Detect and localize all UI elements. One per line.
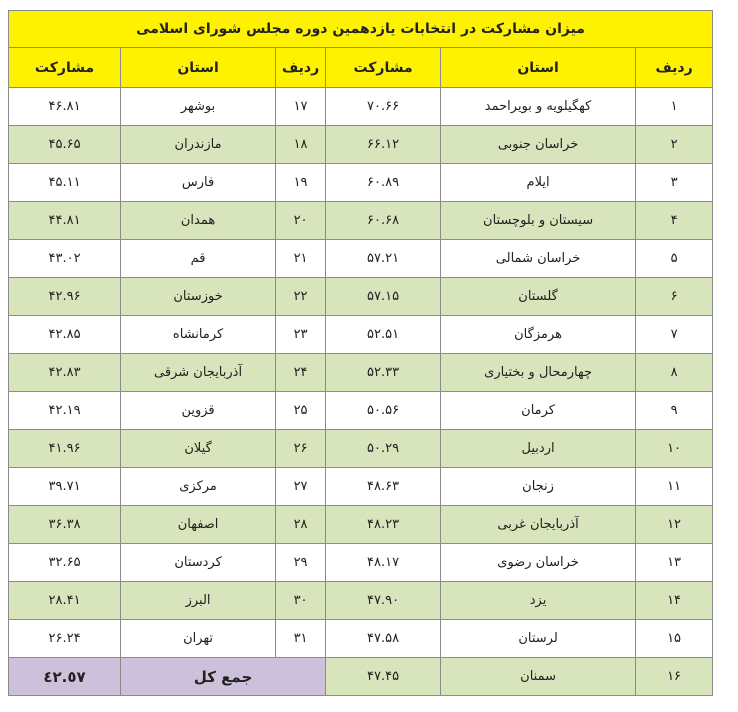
- table-row: [9, 316, 713, 354]
- province-name: خوزستان: [121, 278, 276, 316]
- row-number: ۲۶: [276, 430, 326, 468]
- province-name: آذربایجان غربی: [441, 506, 636, 544]
- participation-value: ۵۰.۲۹: [326, 430, 441, 468]
- province-name: البرز: [121, 582, 276, 620]
- province-name: بوشهر: [121, 88, 276, 126]
- table-row: [9, 468, 713, 506]
- table-row: [9, 164, 713, 202]
- province-name: یزد: [441, 582, 636, 620]
- row-number: ۷: [636, 316, 713, 354]
- participation-value: ۴۲.۸۳: [9, 354, 121, 392]
- province-name: قزوین: [121, 392, 276, 430]
- participation-value: ۳۹.۷۱: [9, 468, 121, 506]
- row-number: ۱۳: [636, 544, 713, 582]
- province-name: لرستان: [441, 620, 636, 658]
- province-name: ایلام: [441, 164, 636, 202]
- province-name: کرمان: [441, 392, 636, 430]
- table-row: [9, 506, 713, 544]
- participation-value: ۵۰.۵۶: [326, 392, 441, 430]
- participation-value: ۴۲.۸۵: [9, 316, 121, 354]
- table-title: میزان مشارکت در انتخابات یازدهمین دوره مجلس شورای اسلامی: [9, 11, 713, 48]
- province-name: گیلان: [121, 430, 276, 468]
- table-row: [9, 544, 713, 582]
- row-number: ۱۲: [636, 506, 713, 544]
- participation-value: ۴۵.۶۵: [9, 126, 121, 164]
- participation-value: ۴۴.۸۱: [9, 202, 121, 240]
- table-row: [9, 126, 713, 164]
- participation-value: ۴۸.۶۳: [326, 468, 441, 506]
- header-province: استان: [441, 48, 636, 88]
- participation-value: ۴۷.۵۸: [326, 620, 441, 658]
- province-name: مرکزی: [121, 468, 276, 506]
- province-name: اردبیل: [441, 430, 636, 468]
- row-number: ۲۳: [276, 316, 326, 354]
- participation-value: ۴۷.۴۵: [326, 658, 441, 696]
- participation-value: ۴۱.۹۶: [9, 430, 121, 468]
- participation-value: ۵۲.۳۳: [326, 354, 441, 392]
- participation-value: ۴۲.۱۹: [9, 392, 121, 430]
- province-name: همدان: [121, 202, 276, 240]
- row-number: ۸: [636, 354, 713, 392]
- row-number: ۱۷: [276, 88, 326, 126]
- row-number: ۲۱: [276, 240, 326, 278]
- row-number: ۲۵: [276, 392, 326, 430]
- row-number: ۱۹: [276, 164, 326, 202]
- row-number: ۹: [636, 392, 713, 430]
- participation-value: ۷۰.۶۶: [326, 88, 441, 126]
- province-name: خراسان رضوی: [441, 544, 636, 582]
- province-name: قم: [121, 240, 276, 278]
- province-name: مازندران: [121, 126, 276, 164]
- participation-value: ۶۰.۸۹: [326, 164, 441, 202]
- participation-value: ۵۷.۱۵: [326, 278, 441, 316]
- participation-value: ۵۲.۵۱: [326, 316, 441, 354]
- province-name: تهران: [121, 620, 276, 658]
- row-number: ۱۵: [636, 620, 713, 658]
- participation-value: ۶۰.۶۸: [326, 202, 441, 240]
- province-name: کرمانشاه: [121, 316, 276, 354]
- province-name: هرمزگان: [441, 316, 636, 354]
- row-number: ۲۲: [276, 278, 326, 316]
- table-row: [9, 240, 713, 278]
- row-number: ۳۱: [276, 620, 326, 658]
- province-name: کهگیلویه و بویراحمد: [441, 88, 636, 126]
- province-name: آذربایجان شرقی: [121, 354, 276, 392]
- row-number: ۳: [636, 164, 713, 202]
- table-row: [9, 582, 713, 620]
- row-number: ۲۴: [276, 354, 326, 392]
- total-value: ٤٢.٥٧: [9, 658, 121, 696]
- province-name: سمنان: [441, 658, 636, 696]
- row-number: ۱۶: [636, 658, 713, 696]
- participation-table: [8, 10, 713, 696]
- header-participation: مشارکت: [9, 48, 121, 88]
- participation-value: ۴۶.۸۱: [9, 88, 121, 126]
- row-number: ۳۰: [276, 582, 326, 620]
- total-label: جمع کل: [121, 658, 326, 696]
- table-row: [9, 88, 713, 126]
- table-row: [9, 202, 713, 240]
- participation-value: ۲۶.۲۴: [9, 620, 121, 658]
- table-row: [9, 392, 713, 430]
- header-row-number: ردیف: [276, 48, 326, 88]
- province-name: زنجان: [441, 468, 636, 506]
- province-name: خراسان جنوبی: [441, 126, 636, 164]
- row-number: ۱۴: [636, 582, 713, 620]
- row-number: ۲: [636, 126, 713, 164]
- row-number: ۲۹: [276, 544, 326, 582]
- row-number: ۲۷: [276, 468, 326, 506]
- participation-value: ۴۷.۹۰: [326, 582, 441, 620]
- header-row: [9, 48, 713, 88]
- province-name: اصفهان: [121, 506, 276, 544]
- row-number: ۶: [636, 278, 713, 316]
- participation-value: ۲۸.۴۱: [9, 582, 121, 620]
- participation-value: ۵۷.۲۱: [326, 240, 441, 278]
- table-row: [9, 430, 713, 468]
- header-participation: مشارکت: [326, 48, 441, 88]
- row-number: ۵: [636, 240, 713, 278]
- table-row: [9, 354, 713, 392]
- row-number: ۲۰: [276, 202, 326, 240]
- participation-value: ۴۸.۲۳: [326, 506, 441, 544]
- table-row: [9, 620, 713, 658]
- participation-value: ۴۳.۰۲: [9, 240, 121, 278]
- participation-value: ۳۲.۶۵: [9, 544, 121, 582]
- row-number: ۱۰: [636, 430, 713, 468]
- province-name: فارس: [121, 164, 276, 202]
- participation-value: ۴۸.۱۷: [326, 544, 441, 582]
- row-number: ۱۸: [276, 126, 326, 164]
- participation-value: ۳۶.۳۸: [9, 506, 121, 544]
- table-row: [9, 278, 713, 316]
- province-name: چهارمحال و بختیاری: [441, 354, 636, 392]
- row-number: ۱: [636, 88, 713, 126]
- participation-value: ۶۶.۱۲: [326, 126, 441, 164]
- table-row: [9, 658, 713, 696]
- province-name: خراسان شمالی: [441, 240, 636, 278]
- header-row-number: ردیف: [636, 48, 713, 88]
- participation-value: ۴۵.۱۱: [9, 164, 121, 202]
- province-name: سیستان و بلوچستان: [441, 202, 636, 240]
- row-number: ۲۸: [276, 506, 326, 544]
- row-number: ۴: [636, 202, 713, 240]
- row-number: ۱۱: [636, 468, 713, 506]
- province-name: کردستان: [121, 544, 276, 582]
- participation-value: ۴۲.۹۶: [9, 278, 121, 316]
- header-province: استان: [121, 48, 276, 88]
- province-name: گلستان: [441, 278, 636, 316]
